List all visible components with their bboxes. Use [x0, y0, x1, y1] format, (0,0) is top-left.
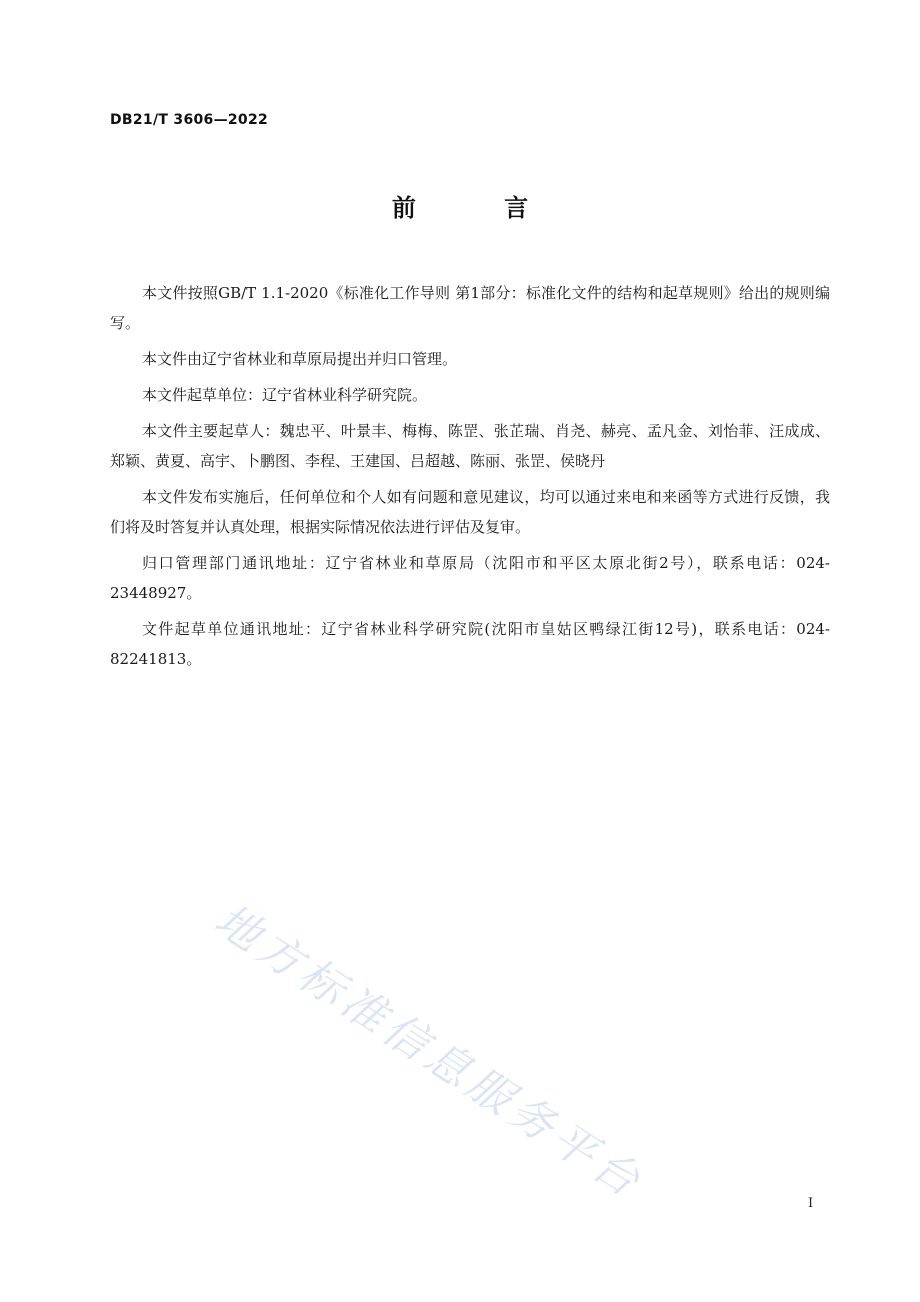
paragraph-admin-address: 归口管理部门通讯地址：辽宁省林业和草原局（沈阳市和平区太原北街2号），联系电话：024-23448927。	[110, 554, 830, 602]
paragraph-proposer: 本文件由辽宁省林业和草原局提出并归口管理。	[142, 350, 458, 368]
page-title: 前 言	[391, 194, 569, 222]
paragraph-feedback: 本文件发布实施后，任何单位和个人如有问题和意见建议，均可以通过来电和来函等方式进行反馈，我们将及时答复并认真处理，根据实际情况依法进行评估及复审。	[110, 488, 830, 536]
paragraph-drafters: 本文件主要起草人：魏忠平、叶景丰、梅梅、陈罡、张芷瑞、肖尧、赫亮、孟凡金、刘怡菲、汪成成、郑颖、黄夏、高宇、卜鹏图、李程、王建国、吕超越、陈丽、张罡、侯晓丹	[110, 422, 830, 470]
paragraph-drafter-address: 文件起草单位通讯地址：辽宁省林业科学研究院(沈阳市皇姑区鸭绿江街12号)，联系电话：024-82241813。	[110, 620, 830, 668]
page-number: I	[808, 1196, 814, 1211]
paragraph-drafting-unit: 本文件起草单位：辽宁省林业科学研究院。	[142, 386, 428, 404]
standard-code: DB21/T 3606—2022	[110, 112, 269, 128]
watermark: 地方标准信息服务平台	[205, 894, 653, 1210]
foreword-body	[110, 278, 830, 680]
paragraph-drafting-rules: 本文件按照GB/T 1.1-2020《标准化工作导则 第1部分：标准化文件的结构和起草规则》给出的规则编写。	[110, 284, 830, 332]
